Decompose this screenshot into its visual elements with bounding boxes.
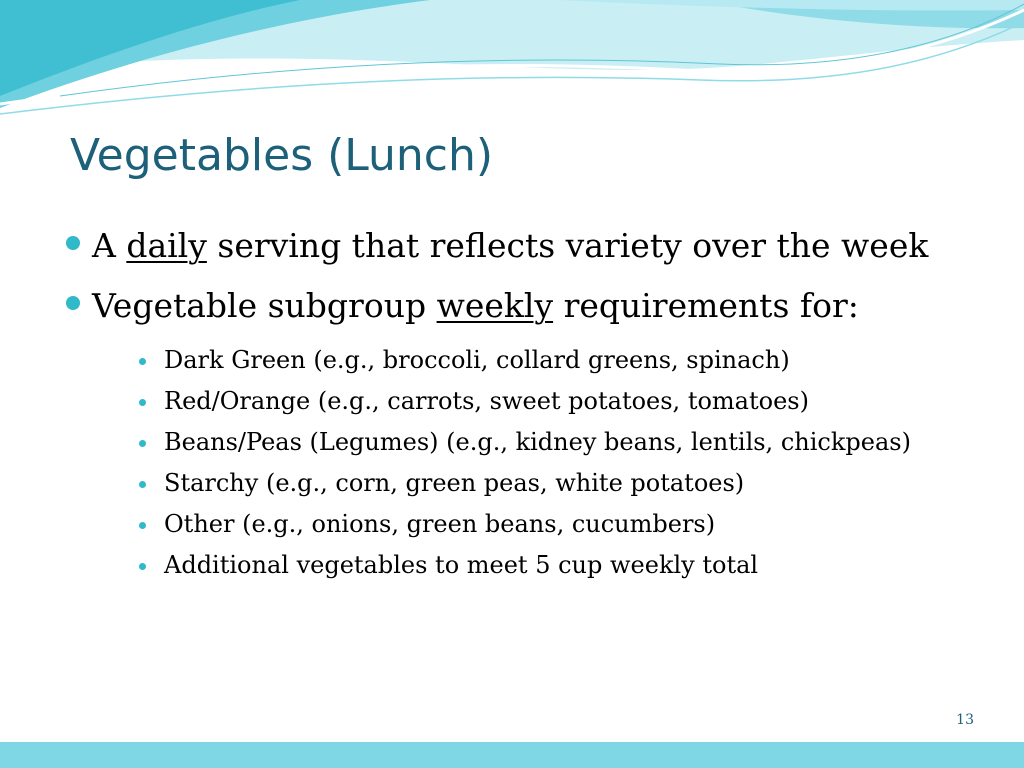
- bullet-text-emphasis: daily: [126, 226, 207, 265]
- bullet-text-pre: Vegetable subgroup: [92, 286, 437, 325]
- sub-bullet-list: [62, 340, 962, 586]
- sub-bullet-dot: [139, 481, 146, 488]
- bullet-text-post: requirements for:: [553, 286, 859, 325]
- sub-bullet-text: Dark Green (e.g., broccoli, collard greens, spinach): [164, 346, 790, 374]
- bullet-text-post: serving that reflects variety over the week: [206, 226, 929, 265]
- sub-bullet-item: [136, 340, 962, 381]
- sub-bullet-text: Beans/Peas (Legumes) (e.g., kidney beans, lentils, chickpeas): [164, 428, 911, 456]
- sub-bullet-item: [136, 504, 962, 545]
- bullet-item: [62, 220, 962, 272]
- bullet-text-pre: A: [92, 226, 127, 265]
- sub-bullet-dot: [139, 563, 146, 570]
- sub-bullet-text: Red/Orange (e.g., carrots, sweet potatoes, tomatoes): [164, 387, 809, 415]
- bullet-dot: [66, 296, 80, 310]
- sub-bullet-item: [136, 463, 962, 504]
- sub-bullet-item: [136, 381, 962, 422]
- sub-bullet-dot: [139, 358, 146, 365]
- bullet-text-emphasis: weekly: [436, 286, 554, 325]
- sub-bullet-item: [136, 422, 962, 463]
- slide-number: 13: [956, 712, 974, 728]
- bullet-item: [62, 280, 962, 332]
- sub-bullet-item: [136, 545, 962, 586]
- sub-bullet-dot: [139, 399, 146, 406]
- decorative-wave-header: [0, 0, 1024, 130]
- slide-title: Vegetables (Lunch): [70, 130, 494, 181]
- sub-bullet-text: Starchy (e.g., corn, green peas, white potatoes): [164, 469, 745, 497]
- slide-content: [62, 220, 962, 586]
- sub-bullet-text: Other (e.g., onions, green beans, cucumbers): [164, 510, 716, 538]
- bullet-dot: [66, 236, 80, 250]
- sub-bullet-text: Additional vegetables to meet 5 cup weekly total: [164, 551, 759, 579]
- sub-bullet-dot: [139, 522, 146, 529]
- footer-bar: [0, 742, 1024, 768]
- sub-bullet-dot: [139, 440, 146, 447]
